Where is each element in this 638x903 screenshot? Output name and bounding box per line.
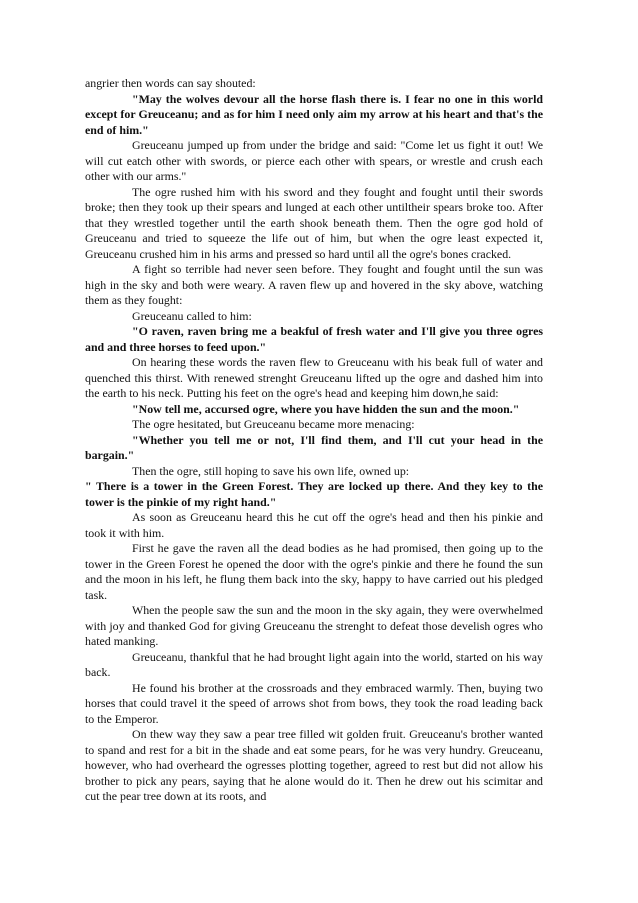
paragraph-5: A fight so terrible had never seen before. They fought and fought until the sun was high in the sky and both were weary. A raven flew up and hovered in the sky above, watching them as they fought: bbox=[85, 262, 543, 307]
paragraph-2-speech: "May the wolves devour all the horse flash there is. I fear no one in this world except for Greuceanu; and as for him I need only aim my arrow at his heart and that's the end of him." bbox=[85, 91, 543, 137]
paragraph-13-speech: " There is a tower in the Green Forest. They are locked up there. And they key to the tower is the pinkie of my right hand." bbox=[85, 479, 543, 509]
paragraph-8: On hearing these words the raven flew to Greuceanu with his beak full of water and quenched this thirst. With renewed strenght Greuceanu lifted up the ogre and dashed him into the earth to his neck. Putting his feet on the ogre's head and keeping him down,he said: bbox=[85, 355, 543, 400]
paragraph-9-speech: "Now tell me, accursed ogre, where you have hidden the sun and the moon." bbox=[132, 401, 520, 416]
paragraph-14: As soon as Greuceanu heard this he cut off the ogre's head and then his pinkie and took it with him. bbox=[85, 510, 543, 540]
paragraph-16: When the people saw the sun and the moon in the sky again, they were overwhelmed with joy and thanked God for giving Greuceanu the strenght to defeat those develish ogres who hated manking. bbox=[85, 603, 543, 648]
paragraph-19: On thew way they saw a pear tree filled wit golden fruit. Greuceanu's brother wanted to spand and rest for a bit in the shade and eat some pears, for he was very hundry. Greuceanu, however, who had overheard the ogresses plotting together, agreed to rest but did not allow his brother to pick any pears, saying that he alone would do it. Then he drew out his scimitar and cut the pear tree down at its roots, and bbox=[85, 727, 543, 803]
paragraph-11-speech: "Whether you tell me or not, I'll find them, and I'll cut your head in the bargain." bbox=[85, 432, 543, 462]
paragraph-4: The ogre rushed him with his sword and they fought and fought until their swords broke; then they took up their spears and lunged at each other untiltheir spears broke too. After that they wrestled together until the earth shook beneath them. Then the ogre god hold of Greuceanu and tried to squeeze the life out of him, but when the ogre least expected it, Greuceanu crushed him in his arms and pressed so hard until all the ogre's bones cracked. bbox=[85, 184, 543, 261]
paragraph-17: Greuceanu, thankful that he had brought light again into the world, started on his way back. bbox=[85, 649, 543, 679]
paragraph-7-speech: "O raven, raven bring me a beakful of fresh water and I'll give you three ogres and and three horses to feed upon." bbox=[85, 324, 543, 354]
paragraph-6: Greuceanu called to him: bbox=[132, 308, 252, 323]
paragraph-12: Then the ogre, still hoping to save his own life, owned up: bbox=[132, 463, 410, 478]
paragraph-18: He found his brother at the crossroads and they embraced warmly. Then, buying two horses that could travel it the speed of arrows shot from bows, they took the road leading back to the Emperor. bbox=[85, 680, 543, 726]
document-page bbox=[85, 76, 543, 805]
paragraph-15: First he gave the raven all the dead bodies as he had promised, then going up to the tower in the Green Forest he opened the door with the ogre's pinkie and there he found the sun and the moon in his left, he flung them back into the sky, happy to have carried out his pledged task. bbox=[85, 541, 543, 602]
paragraph-1: angrier then words can say shouted: bbox=[85, 76, 256, 90]
paragraph-10: The ogre hesitated, but Greuceanu became more menacing: bbox=[132, 417, 415, 431]
paragraph-3: Greuceanu jumped up from under the bridge and said: "Come let us fight it out! We will cut eatch other with swords, or pierce each other with spears, or wrestle and crush each other with our arms." bbox=[85, 138, 543, 183]
